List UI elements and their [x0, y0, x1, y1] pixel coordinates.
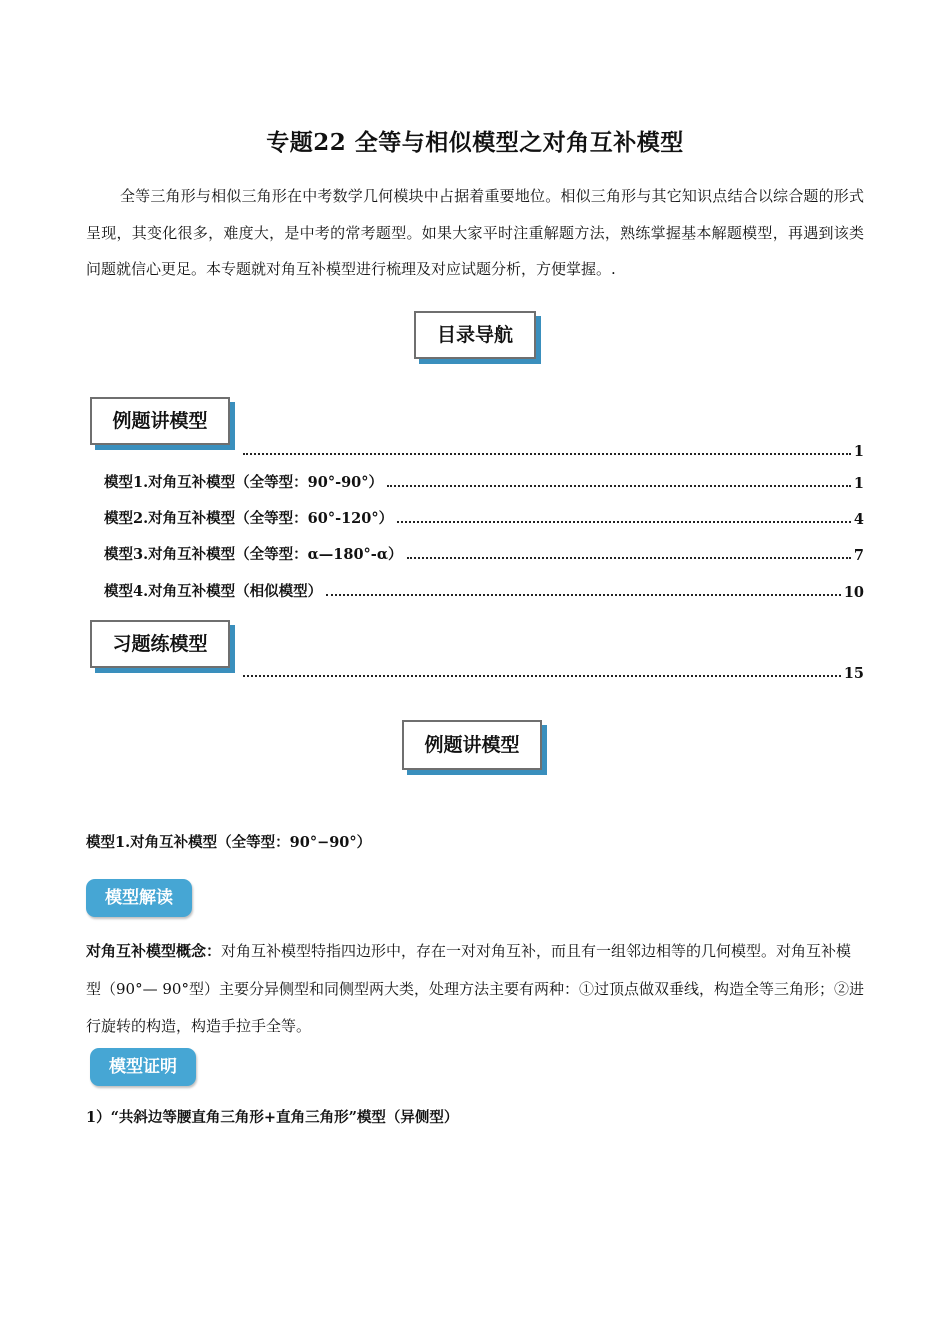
toc-page-number: 10: [843, 584, 864, 601]
toc-leader-dots: [326, 594, 841, 596]
toc-entry-label: 模型2.对角互补模型（全等型：60°-120°）: [104, 510, 394, 527]
toc-section1-box: 例题讲模型: [90, 397, 230, 445]
concept-text: 对角互补模型特指四边形中，存在一对对角互补，而且有一组邻边相等的几何模型。对角互补模型（90°— 90°型）主要分异侧型和同侧型两大类，处理方法主要有两种：①过顶点做双垂线，构造全等三角形；②进行旋转的构造，构造手拉手全等。: [86, 942, 864, 1035]
toc-page-number: 15: [843, 665, 864, 682]
toc-page-number: 1: [853, 443, 864, 460]
toc-entry-label: 模型3.对角互补模型（全等型：α—180°-α）: [104, 546, 403, 563]
model-proof-pill: 模型证明: [90, 1048, 196, 1086]
toc-entry-label: 模型1.对角互补模型（全等型：90°-90°）: [104, 474, 384, 491]
concept-label: 对角互补模型概念：: [86, 942, 222, 960]
toc-entry[interactable]: [104, 579, 864, 601]
toc-section1-row[interactable]: [243, 440, 864, 460]
toc-nav-box: 目录导航: [414, 311, 536, 359]
toc-entry[interactable]: [104, 542, 864, 564]
page-title: 专题22 全等与相似模型之对角互补模型: [266, 129, 684, 156]
toc-leader-dots: [243, 675, 841, 677]
toc-page-number: 4: [853, 511, 864, 528]
model1-heading: 模型1.对角互补模型（全等型：90°−90°）: [86, 834, 372, 851]
toc-leader-dots: [407, 557, 851, 559]
toc-entry[interactable]: [104, 506, 864, 528]
toc-section2-row[interactable]: [243, 662, 864, 682]
section-box: 例题讲模型: [402, 720, 542, 770]
toc-leader-dots: [397, 521, 851, 523]
toc-leader-dots: [387, 485, 851, 487]
concept-paragraph: [86, 933, 864, 1046]
model-interpret-pill: 模型解读: [86, 879, 192, 917]
proof-heading: 1）“共斜边等腰直角三角形+直角三角形”模型（异侧型）: [86, 1109, 459, 1126]
toc-leader-dots: [243, 453, 851, 455]
toc-entry-label: 模型4.对角互补模型（相似模型）: [104, 583, 323, 600]
intro-paragraph: 全等三角形与相似三角形在中考数学几何模块中占据着重要地位。相似三角形与其它知识点结合以综合题的形式呈现，其变化很多，难度大，是中考的常考题型。如果大家平时注重解题方法，熟练掌握基本解题模型，再遇到该类问题就信心更足。本专题就对角互补模型进行梳理及对应试题分析，方便掌握。.: [86, 187, 864, 278]
toc-entry[interactable]: [104, 470, 864, 492]
toc-page-number: 1: [853, 475, 864, 492]
toc-section2-box: 习题练模型: [90, 620, 230, 668]
toc-page-number: 7: [853, 547, 864, 564]
